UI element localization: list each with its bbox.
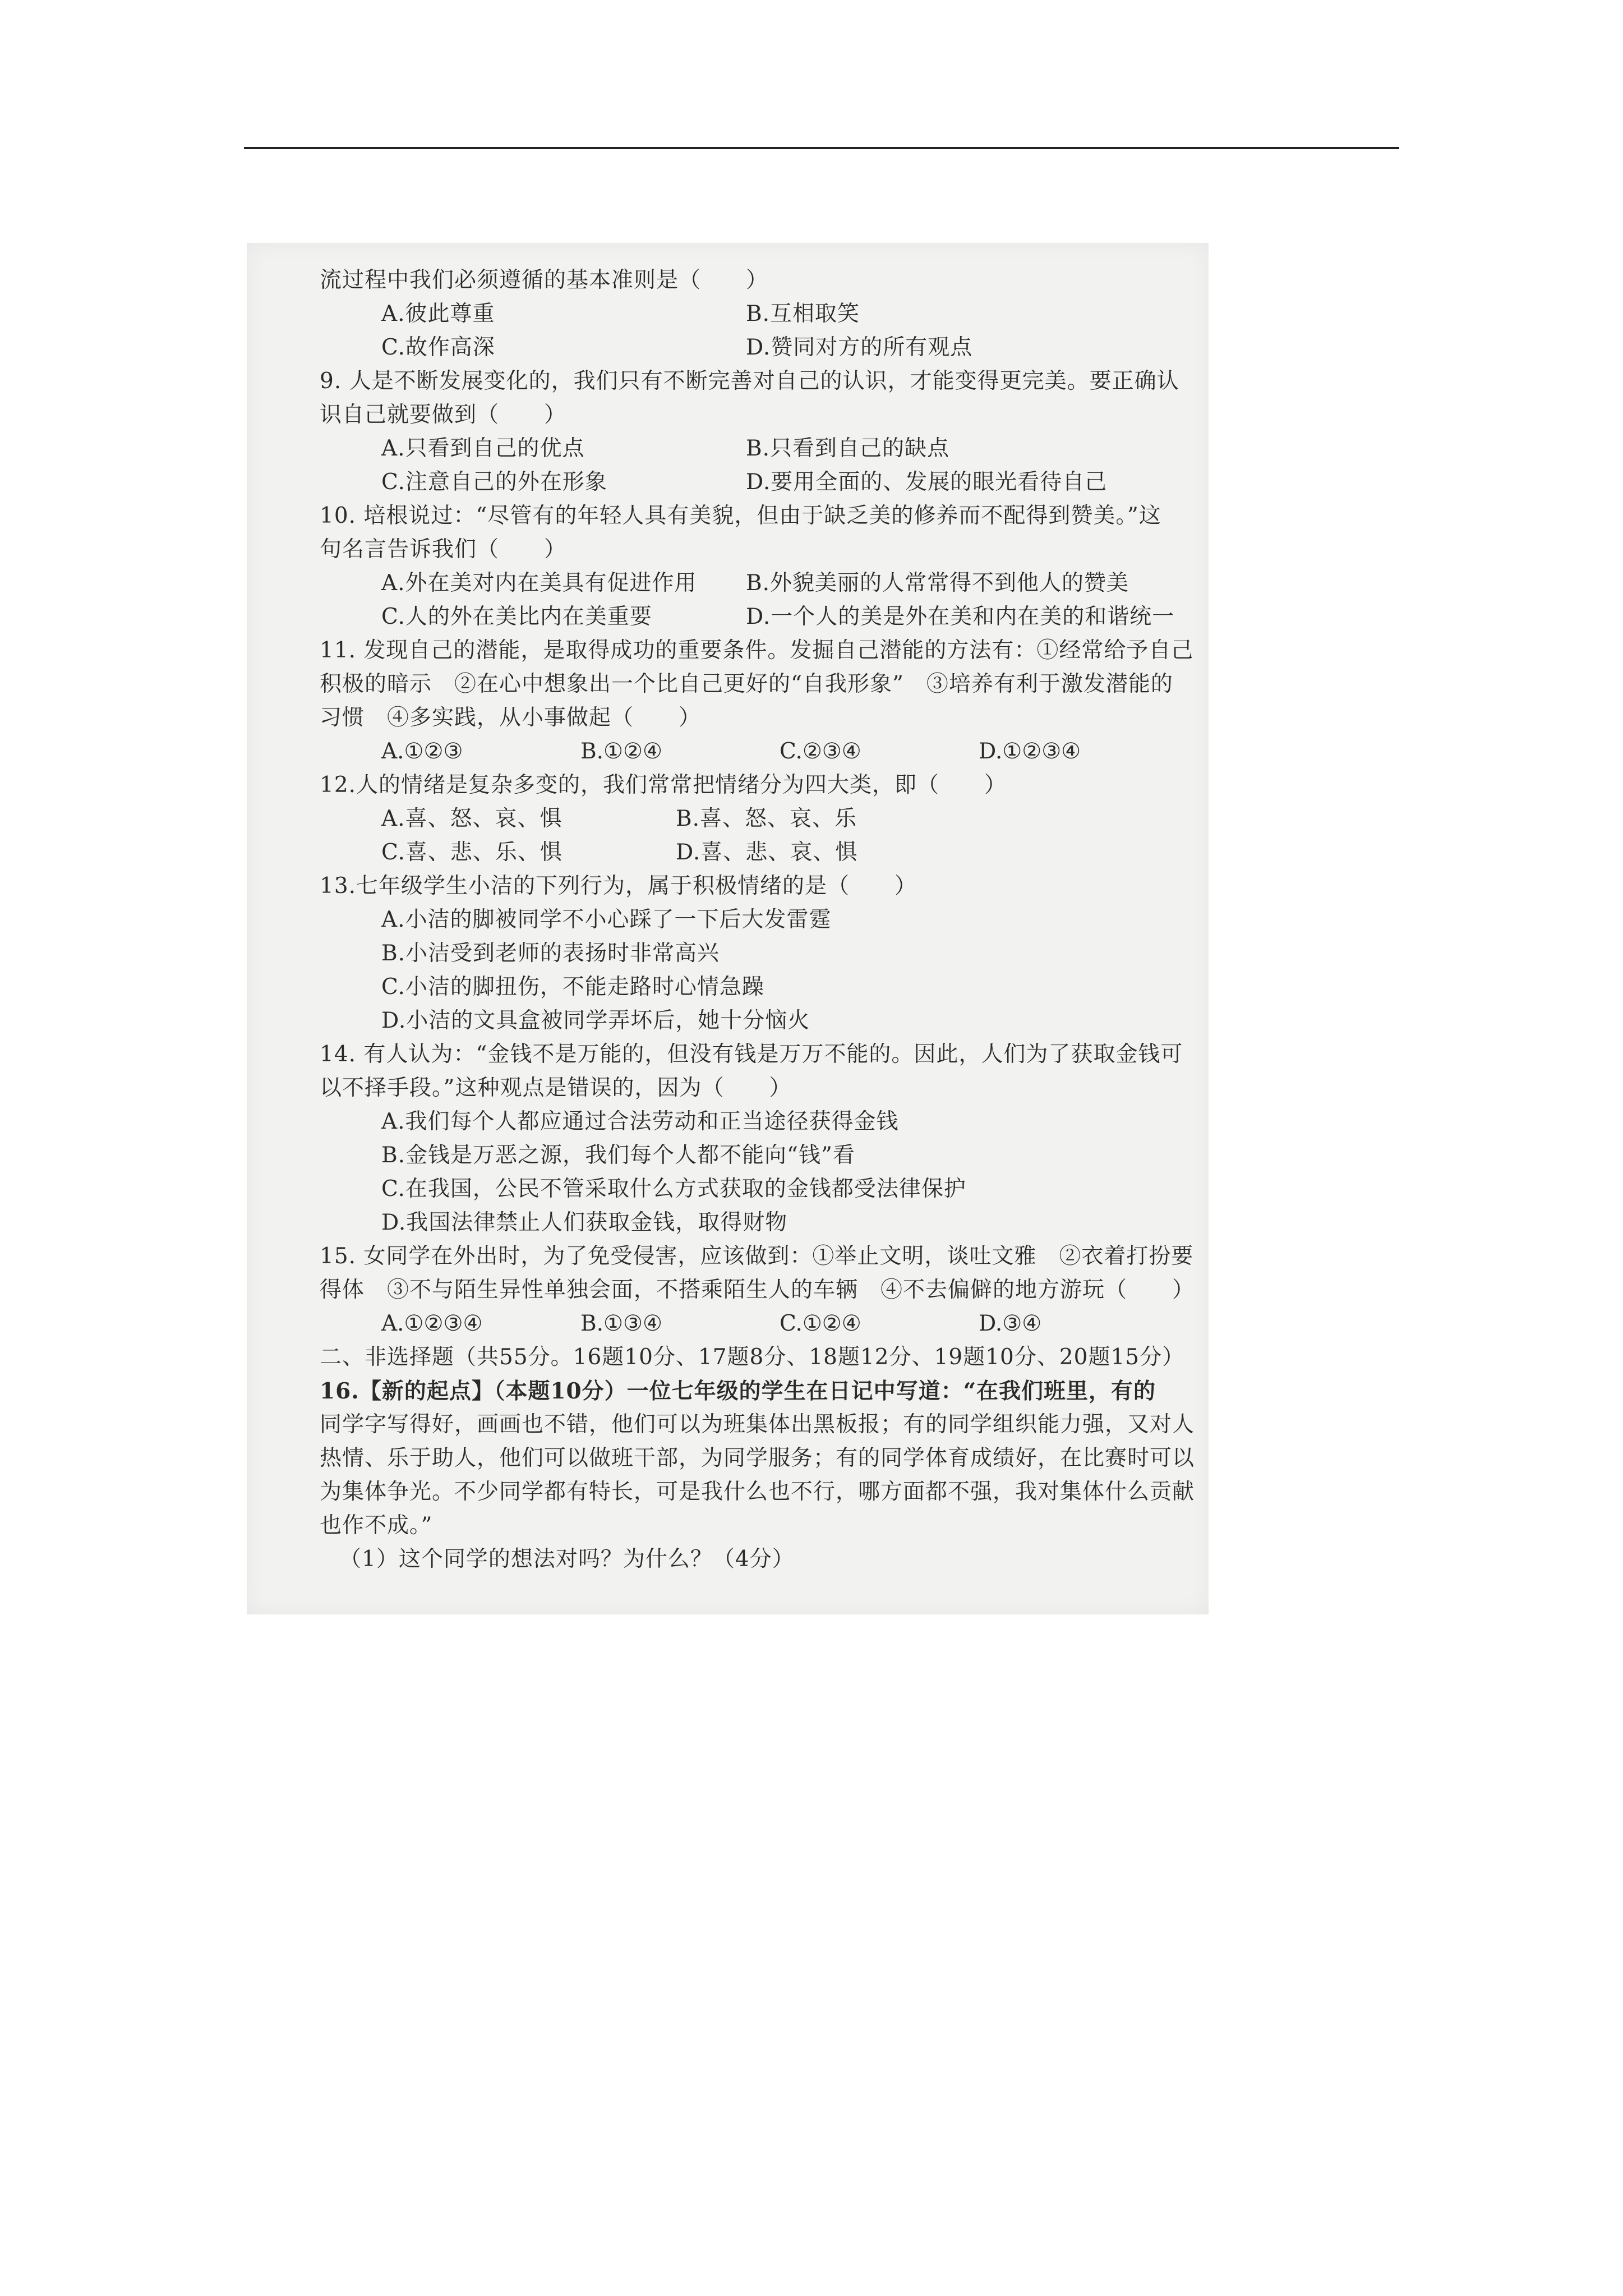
question-text: 积极的暗示 ②在心中想象出一个比自己更好的“自我形象” ③培养有利于激发潜能的 [320, 671, 1173, 697]
exam-content [320, 264, 1206, 1576]
option-row [320, 836, 1206, 869]
option-row [320, 1307, 1206, 1341]
option-row [320, 297, 1206, 331]
option-text: D.③④ [979, 1311, 1042, 1336]
option-text: C.人的外在美比内在美重要 [381, 604, 652, 629]
option-text: D.喜、悲、哀、惧 [676, 840, 858, 865]
question-text: 14. 有人认为：“金钱不是万能的，但没有钱是万万不能的。因此，人们为了获取金钱可 [320, 1042, 1183, 1067]
option-text: A.我们每个人都应通过合法劳动和正当途径获得金钱 [381, 1109, 899, 1134]
option-text: D.①②③④ [979, 739, 1081, 764]
option-text: C.故作高深 [381, 335, 495, 360]
option-text: A.①②③ [381, 739, 463, 764]
question-text: 12.人的情绪是复杂多变的，我们常常把情绪分为四大类，即（ ） [320, 772, 1007, 798]
option-text: A.彼此尊重 [381, 301, 495, 326]
option-text: B.喜、怒、哀、乐 [676, 806, 857, 831]
option-text: C.①②④ [780, 1311, 861, 1336]
option-text: C.喜、悲、乐、惧 [381, 840, 562, 865]
option-row [320, 432, 1206, 466]
option-row [320, 331, 1206, 365]
question-text: 9. 人是不断发展变化的，我们只有不断完善对自己的认识，才能变得更完美。要正确认 [320, 369, 1179, 394]
option-text: B.外貌美丽的人常常得不到他人的赞美 [746, 570, 1129, 596]
option-row [320, 802, 1206, 836]
option-text: B.小洁受到老师的表扬时非常高兴 [381, 941, 720, 966]
option-text: B.只看到自己的缺点 [746, 436, 950, 461]
question-text: 10. 培根说过：“尽管有的年轻人具有美貌，但由于缺乏美的修养而不配得到赞美。”这 [320, 503, 1161, 528]
question-text: 也作不成。” [320, 1513, 433, 1538]
option-text: C.小洁的脚扭伤，不能走路时心情急躁 [381, 974, 764, 1000]
question-text: 以不择手段。”这种观点是错误的，因为（ ） [320, 1075, 792, 1101]
option-text: A.只看到自己的优点 [381, 436, 585, 461]
question-text: 句名言告诉我们（ ） [320, 537, 567, 562]
question-text: （1）这个同学的想法对吗？为什么？（4分） [339, 1547, 795, 1572]
option-text: B.①③④ [580, 1311, 662, 1336]
option-row [320, 466, 1206, 499]
option-text: D.要用全面的、发展的眼光看待自己 [746, 470, 1108, 495]
question-text: 习惯 ④多实践，从小事做起（ ） [320, 705, 702, 730]
question-text: 为集体争光。不少同学都有特长，可是我什么也不行，哪方面都不强，我对集体什么贡献 [320, 1479, 1195, 1504]
option-row [320, 600, 1206, 634]
question-text: 同学字写得好，画画也不错，他们可以为班集体出黑板报；有的同学组织能力强，又对人 [320, 1412, 1195, 1437]
option-row [320, 567, 1206, 600]
option-text: B.①②④ [580, 739, 662, 764]
option-text: C.注意自己的外在形象 [381, 470, 607, 495]
option-text: D.我国法律禁止人们获取金钱，取得财物 [381, 1210, 788, 1235]
question-text: 流过程中我们必须遵循的基本准则是（ ） [320, 268, 769, 293]
question-text: 得体 ③不与陌生异性单独会面，不搭乘陌生人的车辆 ④不去偏僻的地方游玩（ ） [320, 1277, 1195, 1303]
question-text: 15. 女同学在外出时，为了免受侵害，应该做到：①举止文明，谈吐文雅 ②衣着打扮要 [320, 1244, 1194, 1269]
option-text: A.喜、怒、哀、惧 [381, 806, 562, 831]
question-text: 13.七年级学生小洁的下列行为，属于积极情绪的是（ ） [320, 873, 917, 899]
question-text: 热情、乐于助人，他们可以做班干部，为同学服务；有的同学体育成绩好，在比赛时可以 [320, 1446, 1195, 1471]
option-text: D.赞同对方的所有观点 [746, 335, 973, 360]
option-text: A.外在美对内在美具有促进作用 [381, 570, 697, 596]
option-row [320, 735, 1206, 769]
question-text: 16.【新的起点】（本题10分）一位七年级的学生在日记中写道：“在我们班里，有的 [320, 1378, 1156, 1404]
option-text: C.②③④ [780, 739, 861, 764]
option-text: D.一个人的美是外在美和内在美的和谐统一 [746, 604, 1175, 629]
question-text: 11. 发现自己的潜能，是取得成功的重要条件。发掘自己潜能的方法有：①经常给予自己 [320, 638, 1194, 663]
option-text: C.在我国，公民不管采取什么方式获取的金钱都受法律保护 [381, 1176, 966, 1202]
option-text: A.小洁的脚被同学不小心踩了一下后大发雷霆 [381, 907, 832, 932]
option-text: D.小洁的文具盒被同学弄坏后，她十分恼火 [381, 1008, 810, 1033]
option-text: B.互相取笑 [746, 301, 860, 326]
question-text: 二、非选择题（共55分。16题10分、17题8分、18题12分、19题10分、20题15分） [320, 1345, 1185, 1370]
header-divider [244, 147, 1399, 149]
option-text: A.①②③④ [381, 1311, 483, 1336]
option-text: B.金钱是万恶之源，我们每个人都不能向“钱”看 [381, 1143, 855, 1168]
question-text: 识自己就要做到（ ） [320, 402, 567, 427]
